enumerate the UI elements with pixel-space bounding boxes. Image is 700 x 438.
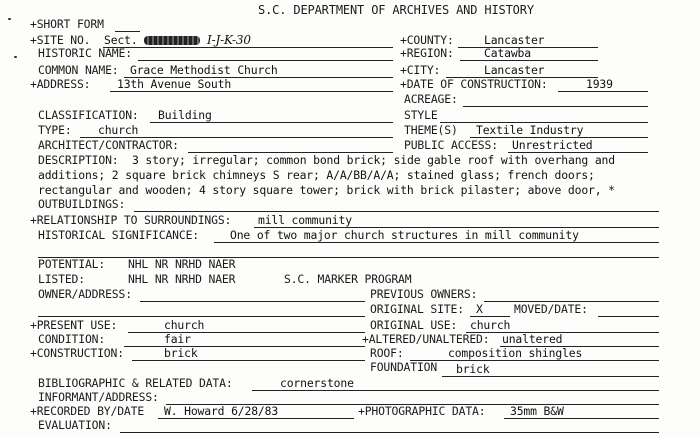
- underline: [470, 316, 510, 317]
- themes-label: THEME(S): [404, 123, 458, 137]
- photographic-value: 35mm B&W: [510, 404, 564, 418]
- original-site-value: X: [476, 302, 483, 316]
- recorded-by-label: +RECORDED BY/DATE: [30, 404, 145, 418]
- potential-designations: NHL NR NRHD NAER: [128, 257, 236, 271]
- significance-value: One of two major church structures in mill community: [230, 228, 579, 242]
- photographic-label: +PHOTOGRAPHIC DATA:: [358, 404, 486, 418]
- foundation-label: FOUNDATION: [370, 360, 438, 374]
- type-value: church: [98, 123, 139, 137]
- bibliographic-label: BIBLIOGRAPHIC & RELATED DATA:: [38, 376, 233, 390]
- common-name-value: Grace Methodist Church: [130, 63, 278, 77]
- classification-label: CLASSIFICATION:: [38, 108, 139, 122]
- underline: [158, 418, 354, 419]
- condition-value: fair: [164, 332, 191, 346]
- roof-value: composition shingles: [448, 346, 583, 360]
- underline: [132, 360, 365, 361]
- region-value: Catawba: [484, 46, 531, 60]
- county-value: Lancaster: [484, 33, 545, 47]
- underline: [138, 60, 393, 61]
- roof-label: ROOF:: [370, 346, 404, 360]
- sc-marker-program: S.C. MARKER PROGRAM: [284, 272, 412, 286]
- underline: [558, 91, 648, 92]
- description-line-1: 3 story; irregular; common bond brick; side gable roof with overhang and: [132, 153, 615, 167]
- moved-date-label: MOVED/DATE:: [514, 302, 588, 316]
- present-use-value: church: [164, 318, 205, 332]
- form-title: S.C. DEPARTMENT OF ARCHIVES AND HISTORY: [258, 3, 534, 17]
- common-name-label: COMMON NAME:: [38, 63, 119, 77]
- margin-mark: [14, 56, 17, 58]
- address-label: +ADDRESS:: [30, 77, 91, 91]
- construction-value: brick: [164, 346, 198, 360]
- relationship-label: +RELATIONSHIP TO SURROUNDINGS:: [30, 213, 232, 227]
- underline: [140, 301, 365, 302]
- address-value: 13th Avenue South: [117, 77, 232, 91]
- listed-designations: NHL NR NRHD NAER: [128, 272, 236, 286]
- underline: [115, 31, 140, 32]
- underline: [38, 316, 365, 317]
- underline: [214, 242, 659, 243]
- significance-label: HISTORICAL SIGNIFICANCE:: [38, 228, 199, 242]
- description-line-2: additions; 2 square brick chimneys S rear; A/A/BB/A/A; stained glass; french doors;: [38, 168, 595, 182]
- original-site-label: ORIGINAL SITE:: [370, 302, 464, 316]
- bibliographic-value: cornerstone: [280, 376, 354, 390]
- classification-value: Building: [158, 108, 212, 122]
- relationship-value: mill community: [258, 213, 352, 227]
- city-label: +CITY:: [400, 63, 441, 77]
- site-no-label: +SITE NO.: [30, 33, 91, 47]
- underline: [442, 376, 659, 377]
- evaluation-label: EVALUATION:: [38, 418, 112, 432]
- date-construction-label: +DATE OF CONSTRUCTION:: [400, 77, 548, 91]
- county-label: +COUNTY:: [400, 33, 454, 47]
- underline: [124, 346, 365, 347]
- underline: [598, 316, 659, 317]
- potential-label: POTENTIAL:: [38, 257, 106, 271]
- underline: [150, 122, 393, 123]
- redacted-mark: [144, 36, 200, 45]
- underline: [103, 47, 393, 48]
- public-access-label: PUBLIC ACCESS:: [404, 138, 498, 152]
- margin-mark: [8, 18, 11, 20]
- recorded-by-value: W. Howard 6/28/83: [164, 404, 279, 418]
- public-access-value: Unrestricted: [512, 138, 593, 152]
- condition-label: CONDITION:: [38, 332, 106, 346]
- underline: [252, 390, 659, 391]
- acreage-label: ACREAGE:: [404, 92, 458, 106]
- type-label: TYPE:: [38, 123, 72, 137]
- informant-label: INFORMANT/ADDRESS:: [38, 390, 159, 404]
- description-label: DESCRIPTION:: [38, 153, 119, 167]
- region-label: +REGION:: [400, 46, 454, 60]
- historic-name-label: HISTORIC NAME:: [38, 46, 132, 60]
- themes-value: Textile Industry: [476, 123, 584, 137]
- original-use-label: ORIGINAL USE:: [370, 318, 458, 332]
- underline: [134, 211, 659, 212]
- original-use-value: church: [470, 318, 511, 332]
- previous-owners-label: PREVIOUS OWNERS:: [370, 287, 478, 301]
- underline: [460, 60, 598, 61]
- altered-label: +ALTERED/UNALTERED:: [362, 332, 490, 346]
- construction-label: +CONSTRUCTION:: [30, 346, 124, 360]
- foundation-value: brick: [456, 362, 490, 376]
- present-use-label: +PRESENT USE:: [30, 318, 118, 332]
- architect-label: ARCHITECT/CONTRACTOR:: [38, 138, 179, 152]
- listed-label: LISTED:: [38, 272, 85, 286]
- style-label: STYLE: [404, 108, 438, 122]
- site-no-value: Sect. I-J-K-30: [104, 33, 251, 47]
- underline: [463, 106, 648, 107]
- underline: [120, 432, 659, 433]
- outbuildings-label: OUTBUILDINGS:: [38, 197, 126, 211]
- description-line-3: rectangular and wooden; 4 story square tower; brick with brick pilaster; above door, *: [38, 183, 615, 197]
- underline: [466, 332, 659, 333]
- underline: [410, 360, 659, 361]
- short-form-label: +SHORT FORM: [30, 17, 104, 31]
- underline: [504, 418, 659, 419]
- underline: [110, 91, 393, 92]
- city-value: Lancaster: [484, 63, 545, 77]
- altered-value: unaltered: [502, 332, 563, 346]
- date-construction-value: 1939: [586, 77, 613, 91]
- owner-label: OWNER/ADDRESS:: [38, 287, 132, 301]
